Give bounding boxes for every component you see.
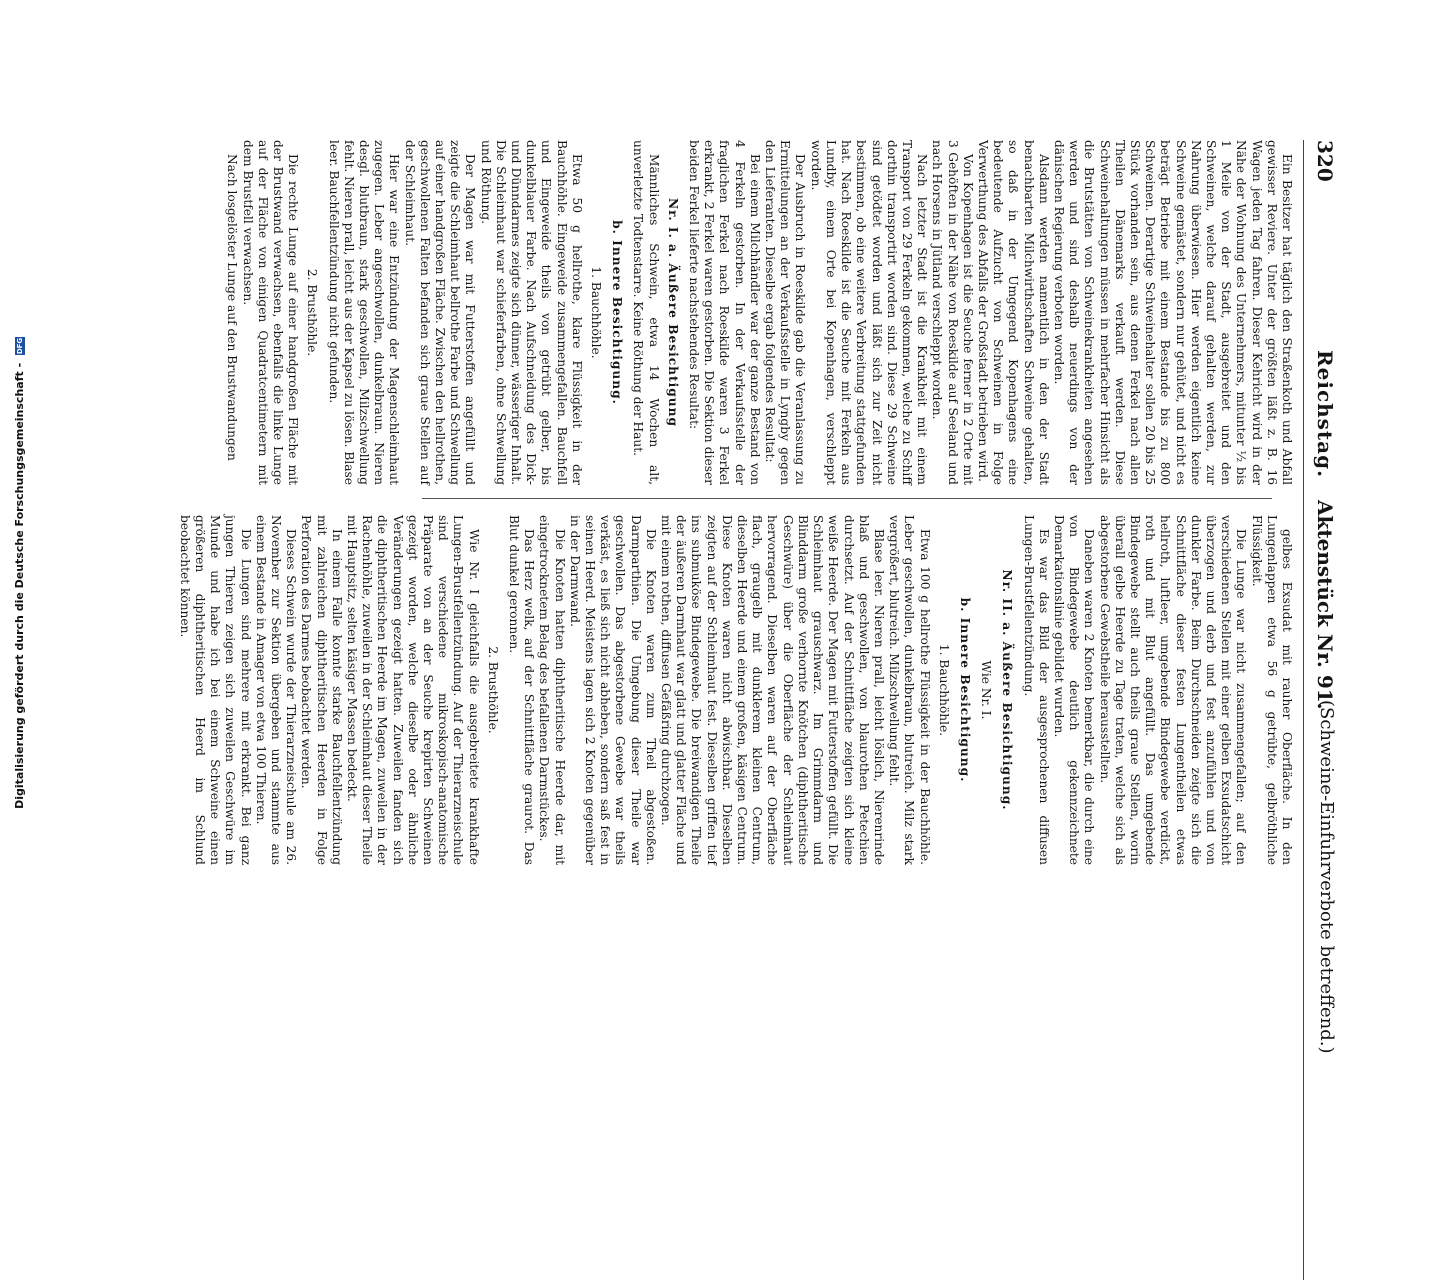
column-divider: [422, 498, 1272, 499]
page-header: [1307, 140, 1337, 1260]
left-column: [224, 140, 1294, 485]
subsection-heading: 2. Brusthöhle.: [485, 646, 500, 734]
paragraph: In einem Falle konnte starke Bauchfellentzündung mit zahlreichen diphtheritischen Heerden in Folge Perforation des Darmes beobachtet werden.: [299, 515, 344, 865]
section-heading: b. Innere Besichtigung.: [610, 220, 625, 405]
header-rule: [1303, 140, 1304, 1280]
paragraph: Dieses Schwein wurde der Thierarzneischule am 26. November zur Sektion übergeben und stammte aus einem Bestande in Amager von etwa 100 Thieren.: [253, 515, 299, 865]
section-heading: Nr. II. a. Äußere Besichtigung.: [1000, 569, 1015, 811]
paragraph: Die Knoten waren zum Theil abgestoßen. Darmparthien. Die Umgebung dieser Theile war geschwollen. Das abgestorbene Gewebe war theils verkäst, es ließ sich nicht abheben, sondern saß fest in seinen Heerd. Meistens lagen sich 2 Knoten gegenüber in der Darmwand.: [567, 515, 658, 865]
publication-title: Reichstag.: [1313, 350, 1337, 479]
paragraph: Der Magen war mit Futterstoffen angefüllt und zeigte die Schleimhaut bellrothe Farbe und Schwellung auf einer handgroßen Fläche. Zwischen den hellrothen, geschwollenen Falten befanden sich graue Stellen auf der Schleimhaut.: [402, 140, 478, 485]
paragraph: Blase leer. Nieren prall, leicht löslich, Nierenrinde blaß und geschwollen, von blaurothen Petechien durchsetzt. Auf der Schnittfläche zeigten sich kleine weiße Heerde. Der Magen mit Futterstoffen gefüllt. Die Schleimhaut grauschwarz. Im Grimmdarm und Blinddarm große verhornte Knötchen (diphtheritische Geschwüre) über die Oberfläche der Schleimhaut hervorragend. Dieselben waren auf der Oberfläche flach, graugelb mit dunklerem kleinen Centrum, dieselben Heerde und einem großen, käsigen Centrum. Diese Knoten waren nicht abwischbar. Dieselben zeigten auf der Schleimhaut fest. Dieselben griffen tief ins submuköse Bindegewebe. Die breiwandigen Theile der äußeren Darmhaut war glatt und glatter Fläche und mit einem rothen, diffusen Gefäßring durchzogen.: [659, 515, 886, 865]
paragraph: Hier war eine Entzündung der Magenschleimhaut zugegen. Leber angeschwollen, dunkelbraun. Nieren desgl. blutbraun, stark geschwollen, Milzschwellung fehlt. Nieren prall, leicht aus der Kapsel zu lösen. Blase leer. Bauchfellentzündung nicht gefunden.: [326, 140, 402, 485]
paragraph: Es war das Bild der ausgesprochenen diffusen Lungen-Brustfellentzündung.: [1021, 515, 1051, 865]
paragraph: Der Ausbruch in Roeskilde gab die Veranlassung zu Ermittelungen an der Verkaufsstelle in Lyngby gegen den Lieferanten. Dieselbe ergab folgendes Resultat:: [763, 140, 808, 485]
subsection-heading: 2. Brusthöhle.: [305, 268, 320, 357]
subsection-heading: 1. Bauchhöhle.: [589, 266, 604, 359]
paragraph: Das Herz welk, auf der Schnittfläche graurot. Das Blut dunkel geronnen.: [507, 515, 537, 865]
document-issue: Aktenstück Nr. 91.: [1313, 500, 1337, 710]
document-subject: (Schweine-Einfuhrverbote betreffend.): [1316, 700, 1337, 1054]
paragraph: Nach losgelöster Lunge auf den Brustwandungen: [225, 154, 240, 461]
section-heading: Nr. I. a. Äußere Besichtigung: [665, 197, 680, 428]
paragraph: Ein Besitzer hat täglich den Straßenkoth und Abfall gewisser Reviere. Unter der größten läßt z. B. 16 Wagen jeden Tag fahren. Dieser Kehricht wird in der Nähe der Wohnung des Unternehmers, mitunter ½ bis 1 Meile von der Stadt, ausgebreitet und den Schweinen, welche darauf gehalten werden, zur Nahrung überwiesen. Hier werden eigentlich keine Schweine gemästet, sondern nur gehütet, und nicht es beträgt Betriebe mit einem Bestande bis zu 800 Schweinen. Derartige Schweinehalter sollen 20 bis 25 Stück vorhanden sein, aus denen Ferkel nach allen Theilen Dänemarks verkauft werden. Diese Schweinehaltungen müssen in mehrfacher Hinsicht als die Brutstätten von Schweinekrankheiten angesehen werden und sind deshalb neuerdings von der dänischen Regierung verboten worden.: [1051, 140, 1294, 485]
paragraph: Wie Nr. I gleichfalls die ausgebreitete krankhafte Lungen-Brustfellentzündung. Auf der Thierarzneischule sind verschiedene mikroskopisch-anatomische Präparate von an der Seuche krepirten Schweinen gezeigt worden, welche dieselbe oder ähnliche Veränderungen gezeigt hatten. Zuweilen fanden sich die diphtheritischen Heerde im Magen, zuweilen in der Rachenhöhle, zuweilen in der Schleimhaut dieser Theile mit Hauptsitz, selten käsiger Massen bedeckt.: [345, 515, 481, 865]
paragraph: Etwa 50 g hellrothe, klare Flüssigkeit in der Bauchhöhle. Eingeweide zusammengefallen. Bauchfell und Eingeweide theils von getrübt gelber, bis dunkelblauer Farbe. Nach Aufschneidung des Dick- und Dünndarmes zeigte sich dünner, wässeriger Inhalt. Die Schleimhaut war schieferfarben, ohne Schwellung und Röthung.: [478, 140, 584, 485]
paragraph: Etwa 100 g hellrothe Flüssigkeit in der Bauchhöhle. Leber geschwollen, dunkelbraun, blutreich. Milz stark vergrößert, blutreich. Milzschwellung fehlt.: [887, 515, 932, 865]
paragraph: Wie Nr. I.: [979, 660, 994, 720]
paragraph: Alsdann werden namentlich in den der Stadt benachbarten Milchwirthschaften Schweine gehalten, so daß in der Umgegend Kopenhagens eine bedeutende Aufzucht von Schweinen in Folge Verwerthung des Abfalls der Großstadt betrieben wird.: [975, 140, 1051, 485]
paragraph: Die Knoten hatten diphtheritische Heerde dar, mit eingetrocknetem Belag des befallenen Darmstückes.: [537, 515, 567, 865]
subsection-heading: 1. Bauchhöhle.: [936, 643, 951, 737]
page-number: 320: [1313, 140, 1337, 182]
paragraph: Bei einem Milchhändler war der ganze Bestand von 4 Ferkeln gestorben. In der Verkaufsstelle der fraglichen Ferkel nach Roeskilde waren 3 Ferkel erkrankt, 2 Ferkel waren gestorben. Die Sektion dieser beiden Ferkel lieferte nachstehendes Resultat:: [687, 140, 762, 485]
paragraph: Daneben waren 2 Knoten bemerkbar, die durch eine von Bindegewebe deutlich gekennzeichnete Demarkationslinie gebildet wurden.: [1051, 515, 1097, 865]
dfg-logo-icon: DFG: [16, 337, 24, 355]
paragraph: Die Lungen sind mehrere mit erkrankt. Bei ganz jungen Thieren zeigen sich zuweilen Geschwüre im Munde und habe ich bei einem Schweine einen größeren diphtheritischen Heerd im Schlund beobachtet können.: [177, 515, 253, 865]
paragraph: Die Lunge war nicht zusammengefallen; auf den verschiedenen Stellen mit einer gelben Exsudatschicht überzogen und derb und fest anzufühlen und von dunkler Farbe. Beim Durchschneiden zeigte sich die Schnittfläche dieser festen Lungentheilen etwas hellroth, luftleer, umgebende Bindegewebe verdickt, roth und mit Blut angefüllt. Das umgebende Bindegewebe stellt auch theils graue Stellen, worin überall gelbe Heerde zu Tage traten, welche sich als abgestorbene Gewebstheile herausstellten.: [1097, 515, 1249, 865]
paragraph: Von Kopenhagen ist die Seuche ferner in 2 Orte mit 3 Gehöften in der Nähe von Roeskilde auf Seeland und nach Horsens in Jütland verschleppt worden.: [930, 140, 975, 485]
paragraph: gelbes Exsudat mit rauher Oberfläche. In den Lungenlappen etwa 56 g getrübte, gelbröthliche Flüssigkeit.: [1249, 515, 1294, 865]
dfg-credit-text: Digitalisierung gefördert durch die Deutsche Forschungsgemeinschaft -: [13, 362, 26, 809]
section-heading: b. Innere Besichtigung.: [957, 597, 972, 783]
paragraph: Die rechte Lunge auf einer handgroßen Fläche mit der Brustwand verwachsen, ebenfalls die linke Lunge auf der Fläche von einigen Quadratcentimetern mit dem Brustfell verwachsen.: [240, 140, 301, 485]
right-column: [177, 515, 1294, 865]
paragraph: Männliches Schwein, etwa 14 Wochen alt, unverletzte Todtenstarre. Keine Röthung der Haut.: [631, 140, 661, 485]
paragraph: Nach letzter Stadt ist die Krankheit mit einem Transport von 29 Ferkeln gekommen, welche zu Schiff dorthin transportirt worden sind. Diese 29 Schweine sind getödtet worden und läßt sich zur Zeit nicht bestimmen, ob eine weitere Verbreitung stattgefunden hat. Nach Roeskilde ist die Seuche mit Ferkeln aus Lundby, einem Orte bei Kopenhagen, verschleppt worden.: [808, 140, 930, 485]
